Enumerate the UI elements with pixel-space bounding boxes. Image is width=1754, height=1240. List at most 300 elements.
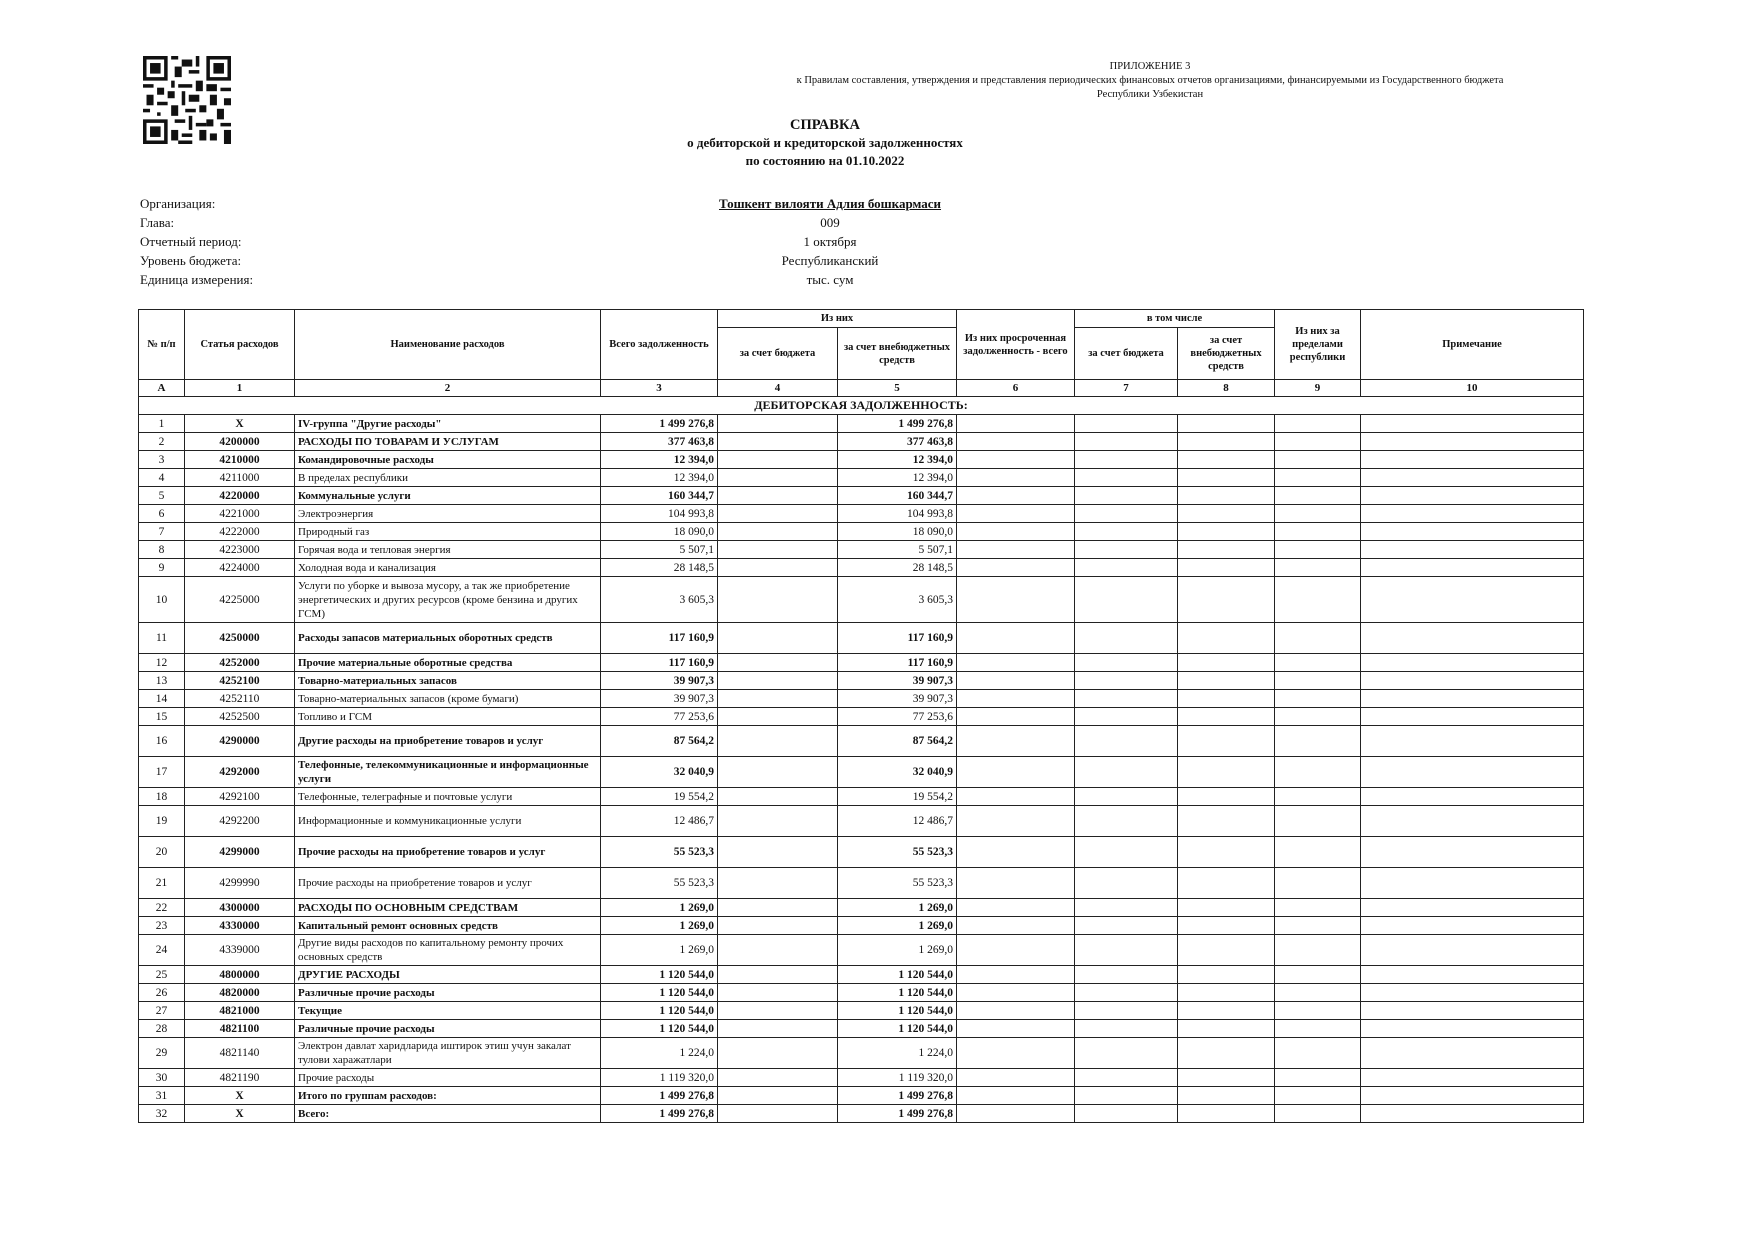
row-number: 21 (139, 868, 185, 899)
row-budget2 (1075, 837, 1178, 868)
row-article-code: 4292200 (185, 806, 295, 837)
org-label: Организация: (140, 196, 216, 211)
row-abroad (1275, 708, 1361, 726)
row-budget (718, 966, 838, 984)
row-budget2 (1075, 469, 1178, 487)
row-offbudget: 3 605,3 (838, 577, 957, 623)
table-row (139, 469, 1584, 487)
row-offbudget2 (1178, 654, 1275, 672)
col-number: 8 (1178, 380, 1275, 397)
table-row (139, 487, 1584, 505)
row-budget (718, 757, 838, 788)
row-abroad (1275, 451, 1361, 469)
row-total: 12 486,7 (601, 806, 718, 837)
row-budget2 (1075, 708, 1178, 726)
row-total: 19 554,2 (601, 788, 718, 806)
appendix-line1: к Правилам составления, утверждения и представления периодических финансовых отчетов организациями, финансируемыми из Государственного бюджета (796, 75, 1504, 86)
row-offbudget2 (1178, 868, 1275, 899)
row-article-code: 4821140 (185, 1038, 295, 1069)
row-article-code: 4821190 (185, 1069, 295, 1087)
row-number: 11 (139, 623, 185, 654)
header-no: № п/п (139, 310, 185, 380)
row-offbudget2 (1178, 837, 1275, 868)
row-overdue (957, 966, 1075, 984)
document-date: по состоянию на 01.10.2022 (745, 153, 905, 168)
row-overdue (957, 837, 1075, 868)
row-overdue (957, 899, 1075, 917)
row-article-code: 4299000 (185, 837, 295, 868)
row-total: 55 523,3 (601, 837, 718, 868)
row-offbudget: 12 394,0 (838, 451, 957, 469)
row-total: 1 120 544,0 (601, 966, 718, 984)
row-budget2 (1075, 1105, 1178, 1123)
row-budget2 (1075, 690, 1178, 708)
row-offbudget: 1 499 276,8 (838, 1105, 957, 1123)
row-overdue (957, 726, 1075, 757)
row-article-code: 4300000 (185, 899, 295, 917)
row-overdue (957, 788, 1075, 806)
row-article-code: 4292000 (185, 757, 295, 788)
row-offbudget2 (1178, 1002, 1275, 1020)
table-row (139, 899, 1584, 917)
row-total: 55 523,3 (601, 868, 718, 899)
row-offbudget2 (1178, 433, 1275, 451)
row-offbudget2 (1178, 672, 1275, 690)
row-budget (718, 487, 838, 505)
row-note (1361, 806, 1584, 837)
row-overdue (957, 1002, 1075, 1020)
row-article-code: 4200000 (185, 433, 295, 451)
row-overdue (957, 984, 1075, 1002)
row-offbudget2 (1178, 726, 1275, 757)
col-number: 4 (718, 380, 838, 397)
row-note (1361, 726, 1584, 757)
header-name: Наименование расходов (295, 310, 601, 380)
row-budget2 (1075, 415, 1178, 433)
table-row (139, 757, 1584, 788)
row-total: 1 269,0 (601, 935, 718, 966)
row-budget (718, 505, 838, 523)
table-row (139, 1069, 1584, 1087)
row-abroad (1275, 1020, 1361, 1038)
row-budget (718, 917, 838, 935)
row-article-code: 4210000 (185, 451, 295, 469)
row-name: Электроэнергия (295, 505, 601, 523)
header-of-them: Из них (718, 310, 957, 328)
row-offbudget2 (1178, 469, 1275, 487)
row-budget2 (1075, 433, 1178, 451)
row-number: 28 (139, 1020, 185, 1038)
row-overdue (957, 1105, 1075, 1123)
row-overdue (957, 672, 1075, 690)
row-budget2 (1075, 523, 1178, 541)
table-row (139, 966, 1584, 984)
row-total: 87 564,2 (601, 726, 718, 757)
table-row (139, 433, 1584, 451)
row-abroad (1275, 654, 1361, 672)
row-note (1361, 708, 1584, 726)
row-article-code: 4224000 (185, 559, 295, 577)
row-budget2 (1075, 868, 1178, 899)
row-article-code: 4211000 (185, 469, 295, 487)
row-name: РАСХОДЫ ПО ТОВАРАМ И УСЛУГАМ (295, 433, 601, 451)
row-abroad (1275, 487, 1361, 505)
table-row (139, 623, 1584, 654)
debt-table (138, 309, 1584, 1123)
row-overdue (957, 868, 1075, 899)
row-number: 31 (139, 1087, 185, 1105)
row-note (1361, 541, 1584, 559)
row-abroad (1275, 1002, 1361, 1020)
meta-labels (140, 194, 253, 289)
row-budget (718, 451, 838, 469)
row-budget2 (1075, 559, 1178, 577)
row-budget2 (1075, 1002, 1178, 1020)
org-value: Тошкент вилояти Адлия бошкармаси (718, 196, 942, 211)
row-offbudget2 (1178, 577, 1275, 623)
row-budget2 (1075, 451, 1178, 469)
row-offbudget2 (1178, 559, 1275, 577)
row-offbudget: 1 224,0 (838, 1038, 957, 1069)
row-name: ДРУГИЕ РАСХОДЫ (295, 966, 601, 984)
row-name: Прочие расходы на приобретение товаров и услуг (295, 868, 601, 899)
row-budget (718, 623, 838, 654)
meta-values (640, 194, 1020, 289)
col-number: 6 (957, 380, 1075, 397)
row-offbudget2 (1178, 1020, 1275, 1038)
row-abroad (1275, 523, 1361, 541)
row-overdue (957, 451, 1075, 469)
row-article-code: 4252000 (185, 654, 295, 672)
row-note (1361, 433, 1584, 451)
table-row (139, 654, 1584, 672)
row-budget2 (1075, 672, 1178, 690)
row-total: 28 148,5 (601, 559, 718, 577)
row-note (1361, 984, 1584, 1002)
table-row (139, 935, 1584, 966)
row-budget2 (1075, 935, 1178, 966)
table-row (139, 837, 1584, 868)
row-offbudget: 1 120 544,0 (838, 984, 957, 1002)
row-offbudget: 1 120 544,0 (838, 1002, 957, 1020)
table-row (139, 415, 1584, 433)
row-name: Товарно-материальных запасов (295, 672, 601, 690)
row-name: Командировочные расходы (295, 451, 601, 469)
row-overdue (957, 935, 1075, 966)
row-offbudget2 (1178, 708, 1275, 726)
row-abroad (1275, 837, 1361, 868)
row-article-code: 4299990 (185, 868, 295, 899)
header-article: Статья расходов (185, 310, 295, 380)
row-number: 25 (139, 966, 185, 984)
table-row (139, 577, 1584, 623)
row-abroad (1275, 577, 1361, 623)
row-note (1361, 451, 1584, 469)
row-abroad (1275, 559, 1361, 577)
row-note (1361, 868, 1584, 899)
row-number: 13 (139, 672, 185, 690)
row-number: 16 (139, 726, 185, 757)
row-offbudget: 1 120 544,0 (838, 966, 957, 984)
row-note (1361, 917, 1584, 935)
row-name: Расходы запасов материальных оборотных средств (295, 623, 601, 654)
row-abroad (1275, 984, 1361, 1002)
level-value: Республиканский (781, 253, 879, 268)
table-row (139, 984, 1584, 1002)
row-article-code: 4252110 (185, 690, 295, 708)
table-row (139, 1038, 1584, 1069)
row-abroad (1275, 415, 1361, 433)
row-total: 39 907,3 (601, 690, 718, 708)
row-number: 30 (139, 1069, 185, 1087)
row-offbudget2 (1178, 1069, 1275, 1087)
row-budget (718, 935, 838, 966)
row-abroad (1275, 757, 1361, 788)
row-total: 1 269,0 (601, 917, 718, 935)
row-total: 1 120 544,0 (601, 984, 718, 1002)
appendix-block (750, 60, 1550, 102)
row-article-code: 4330000 (185, 917, 295, 935)
row-note (1361, 577, 1584, 623)
table-row (139, 868, 1584, 899)
row-article-code: 4252100 (185, 672, 295, 690)
row-total: 1 119 320,0 (601, 1069, 718, 1087)
row-article-code: 4292100 (185, 788, 295, 806)
row-note (1361, 505, 1584, 523)
row-total: 32 040,9 (601, 757, 718, 788)
row-note (1361, 487, 1584, 505)
col-number: 5 (838, 380, 957, 397)
row-offbudget: 77 253,6 (838, 708, 957, 726)
row-name: Текущие (295, 1002, 601, 1020)
table-row (139, 1020, 1584, 1038)
row-budget (718, 541, 838, 559)
row-budget2 (1075, 623, 1178, 654)
row-name: Холодная вода и канализация (295, 559, 601, 577)
row-overdue (957, 917, 1075, 935)
row-abroad (1275, 917, 1361, 935)
row-offbudget2 (1178, 899, 1275, 917)
row-budget2 (1075, 654, 1178, 672)
row-offbudget: 39 907,3 (838, 672, 957, 690)
table-row (139, 523, 1584, 541)
row-budget2 (1075, 899, 1178, 917)
row-offbudget2 (1178, 541, 1275, 559)
row-article-code: 4290000 (185, 726, 295, 757)
qr-code (143, 56, 231, 144)
row-overdue (957, 577, 1075, 623)
row-budget (718, 868, 838, 899)
row-total: 1 224,0 (601, 1038, 718, 1069)
row-name: Всего: (295, 1105, 601, 1123)
table-row (139, 726, 1584, 757)
row-article-code: 4250000 (185, 623, 295, 654)
row-number: 9 (139, 559, 185, 577)
row-budget (718, 837, 838, 868)
row-total: 18 090,0 (601, 523, 718, 541)
row-offbudget2 (1178, 966, 1275, 984)
row-article-code: 4223000 (185, 541, 295, 559)
row-abroad (1275, 541, 1361, 559)
row-total: 1 499 276,8 (601, 1105, 718, 1123)
row-number: 22 (139, 899, 185, 917)
period-label: Отчетный период: (140, 234, 242, 249)
row-name: Различные прочие расходы (295, 1020, 601, 1038)
row-offbudget: 87 564,2 (838, 726, 957, 757)
row-name: Итого по группам расходов: (295, 1087, 601, 1105)
row-abroad (1275, 623, 1361, 654)
row-offbudget: 117 160,9 (838, 654, 957, 672)
row-budget (718, 690, 838, 708)
row-offbudget: 377 463,8 (838, 433, 957, 451)
row-abroad (1275, 1038, 1361, 1069)
row-budget2 (1075, 984, 1178, 1002)
row-article-code: 4821100 (185, 1020, 295, 1038)
row-name: Телефонные, телекоммуникационные и информационные услуги (295, 757, 601, 788)
row-offbudget2 (1178, 806, 1275, 837)
row-budget2 (1075, 1038, 1178, 1069)
row-budget (718, 806, 838, 837)
row-offbudget2 (1178, 788, 1275, 806)
row-offbudget2 (1178, 917, 1275, 935)
row-offbudget: 55 523,3 (838, 868, 957, 899)
row-article-code: 4221000 (185, 505, 295, 523)
table-row (139, 672, 1584, 690)
row-budget2 (1075, 757, 1178, 788)
row-budget2 (1075, 541, 1178, 559)
row-overdue (957, 757, 1075, 788)
row-offbudget2 (1178, 1087, 1275, 1105)
row-overdue (957, 559, 1075, 577)
row-number: 17 (139, 757, 185, 788)
table-row (139, 1105, 1584, 1123)
row-number: 10 (139, 577, 185, 623)
header-abroad: Из них за пределами республики (1275, 310, 1361, 380)
column-numbers-row (139, 380, 1584, 397)
row-total: 117 160,9 (601, 623, 718, 654)
row-offbudget: 32 040,9 (838, 757, 957, 788)
row-offbudget2 (1178, 415, 1275, 433)
row-abroad (1275, 966, 1361, 984)
row-budget (718, 984, 838, 1002)
document-subtitle: о дебиторской и кредиторской задолженностях (687, 135, 963, 150)
header-overdue: Из них просроченная задолженность - всего (957, 310, 1075, 380)
row-overdue (957, 654, 1075, 672)
row-article-code: 4252500 (185, 708, 295, 726)
row-abroad (1275, 726, 1361, 757)
row-note (1361, 523, 1584, 541)
row-offbudget: 28 148,5 (838, 559, 957, 577)
row-note (1361, 757, 1584, 788)
header-offbudget: за счет внебюджетных средств (838, 328, 957, 380)
row-budget (718, 1002, 838, 1020)
row-note (1361, 690, 1584, 708)
row-offbudget: 39 907,3 (838, 690, 957, 708)
row-note (1361, 654, 1584, 672)
row-overdue (957, 487, 1075, 505)
row-budget (718, 1087, 838, 1105)
row-number: 20 (139, 837, 185, 868)
row-overdue (957, 505, 1075, 523)
row-abroad (1275, 899, 1361, 917)
row-article-code: 4222000 (185, 523, 295, 541)
row-offbudget2 (1178, 505, 1275, 523)
row-budget (718, 1020, 838, 1038)
row-total: 39 907,3 (601, 672, 718, 690)
row-number: 1 (139, 415, 185, 433)
row-offbudget: 12 486,7 (838, 806, 957, 837)
row-number: 24 (139, 935, 185, 966)
document-title-block (540, 116, 1110, 170)
row-overdue (957, 523, 1075, 541)
row-total: 104 993,8 (601, 505, 718, 523)
row-note (1361, 935, 1584, 966)
row-abroad (1275, 806, 1361, 837)
appendix-line2: Республики Узбекистан (1096, 89, 1204, 100)
row-overdue (957, 690, 1075, 708)
row-name: Информационные и коммуникационные услуги (295, 806, 601, 837)
row-article-code: X (185, 415, 295, 433)
col-number: 9 (1275, 380, 1361, 397)
row-abroad (1275, 868, 1361, 899)
row-number: 7 (139, 523, 185, 541)
row-article-code: 4220000 (185, 487, 295, 505)
row-offbudget: 1 269,0 (838, 917, 957, 935)
row-offbudget: 104 993,8 (838, 505, 957, 523)
row-budget (718, 433, 838, 451)
row-overdue (957, 1020, 1075, 1038)
row-number: 8 (139, 541, 185, 559)
row-offbudget2 (1178, 1105, 1275, 1123)
row-number: 18 (139, 788, 185, 806)
row-number: 23 (139, 917, 185, 935)
row-article-code: 4225000 (185, 577, 295, 623)
unit-label: Единица измерения: (140, 272, 254, 287)
row-article-code: 4800000 (185, 966, 295, 984)
chapter-label: Глава: (140, 215, 175, 230)
row-name: Другие виды расходов по капитальному ремонту прочих основных средств (295, 935, 601, 966)
row-total: 3 605,3 (601, 577, 718, 623)
row-note (1361, 1087, 1584, 1105)
row-budget (718, 726, 838, 757)
row-name: Услуги по уборке и вывоза мусору, а так же приобретение энергетических и других ресурсов (кроме бензина и других ГСМ) (295, 577, 601, 623)
row-number: 6 (139, 505, 185, 523)
col-number: 3 (601, 380, 718, 397)
row-note (1361, 559, 1584, 577)
row-name: Капитальный ремонт основных средств (295, 917, 601, 935)
header-offbudget2: за счет внебюджетных средств (1178, 328, 1275, 380)
row-article-code: 4339000 (185, 935, 295, 966)
row-total: 1 269,0 (601, 899, 718, 917)
row-note (1361, 899, 1584, 917)
row-overdue (957, 1038, 1075, 1069)
col-number: А (139, 380, 185, 397)
row-total: 1 499 276,8 (601, 1087, 718, 1105)
row-offbudget2 (1178, 690, 1275, 708)
row-name: Прочие расходы на приобретение товаров и услуг (295, 837, 601, 868)
row-offbudget2 (1178, 757, 1275, 788)
row-total: 160 344,7 (601, 487, 718, 505)
col-number: 1 (185, 380, 295, 397)
row-overdue (957, 1069, 1075, 1087)
col-number: 10 (1361, 380, 1584, 397)
row-abroad (1275, 433, 1361, 451)
table-row (139, 559, 1584, 577)
row-budget (718, 1069, 838, 1087)
table-row (139, 806, 1584, 837)
row-budget (718, 1038, 838, 1069)
row-overdue (957, 623, 1075, 654)
